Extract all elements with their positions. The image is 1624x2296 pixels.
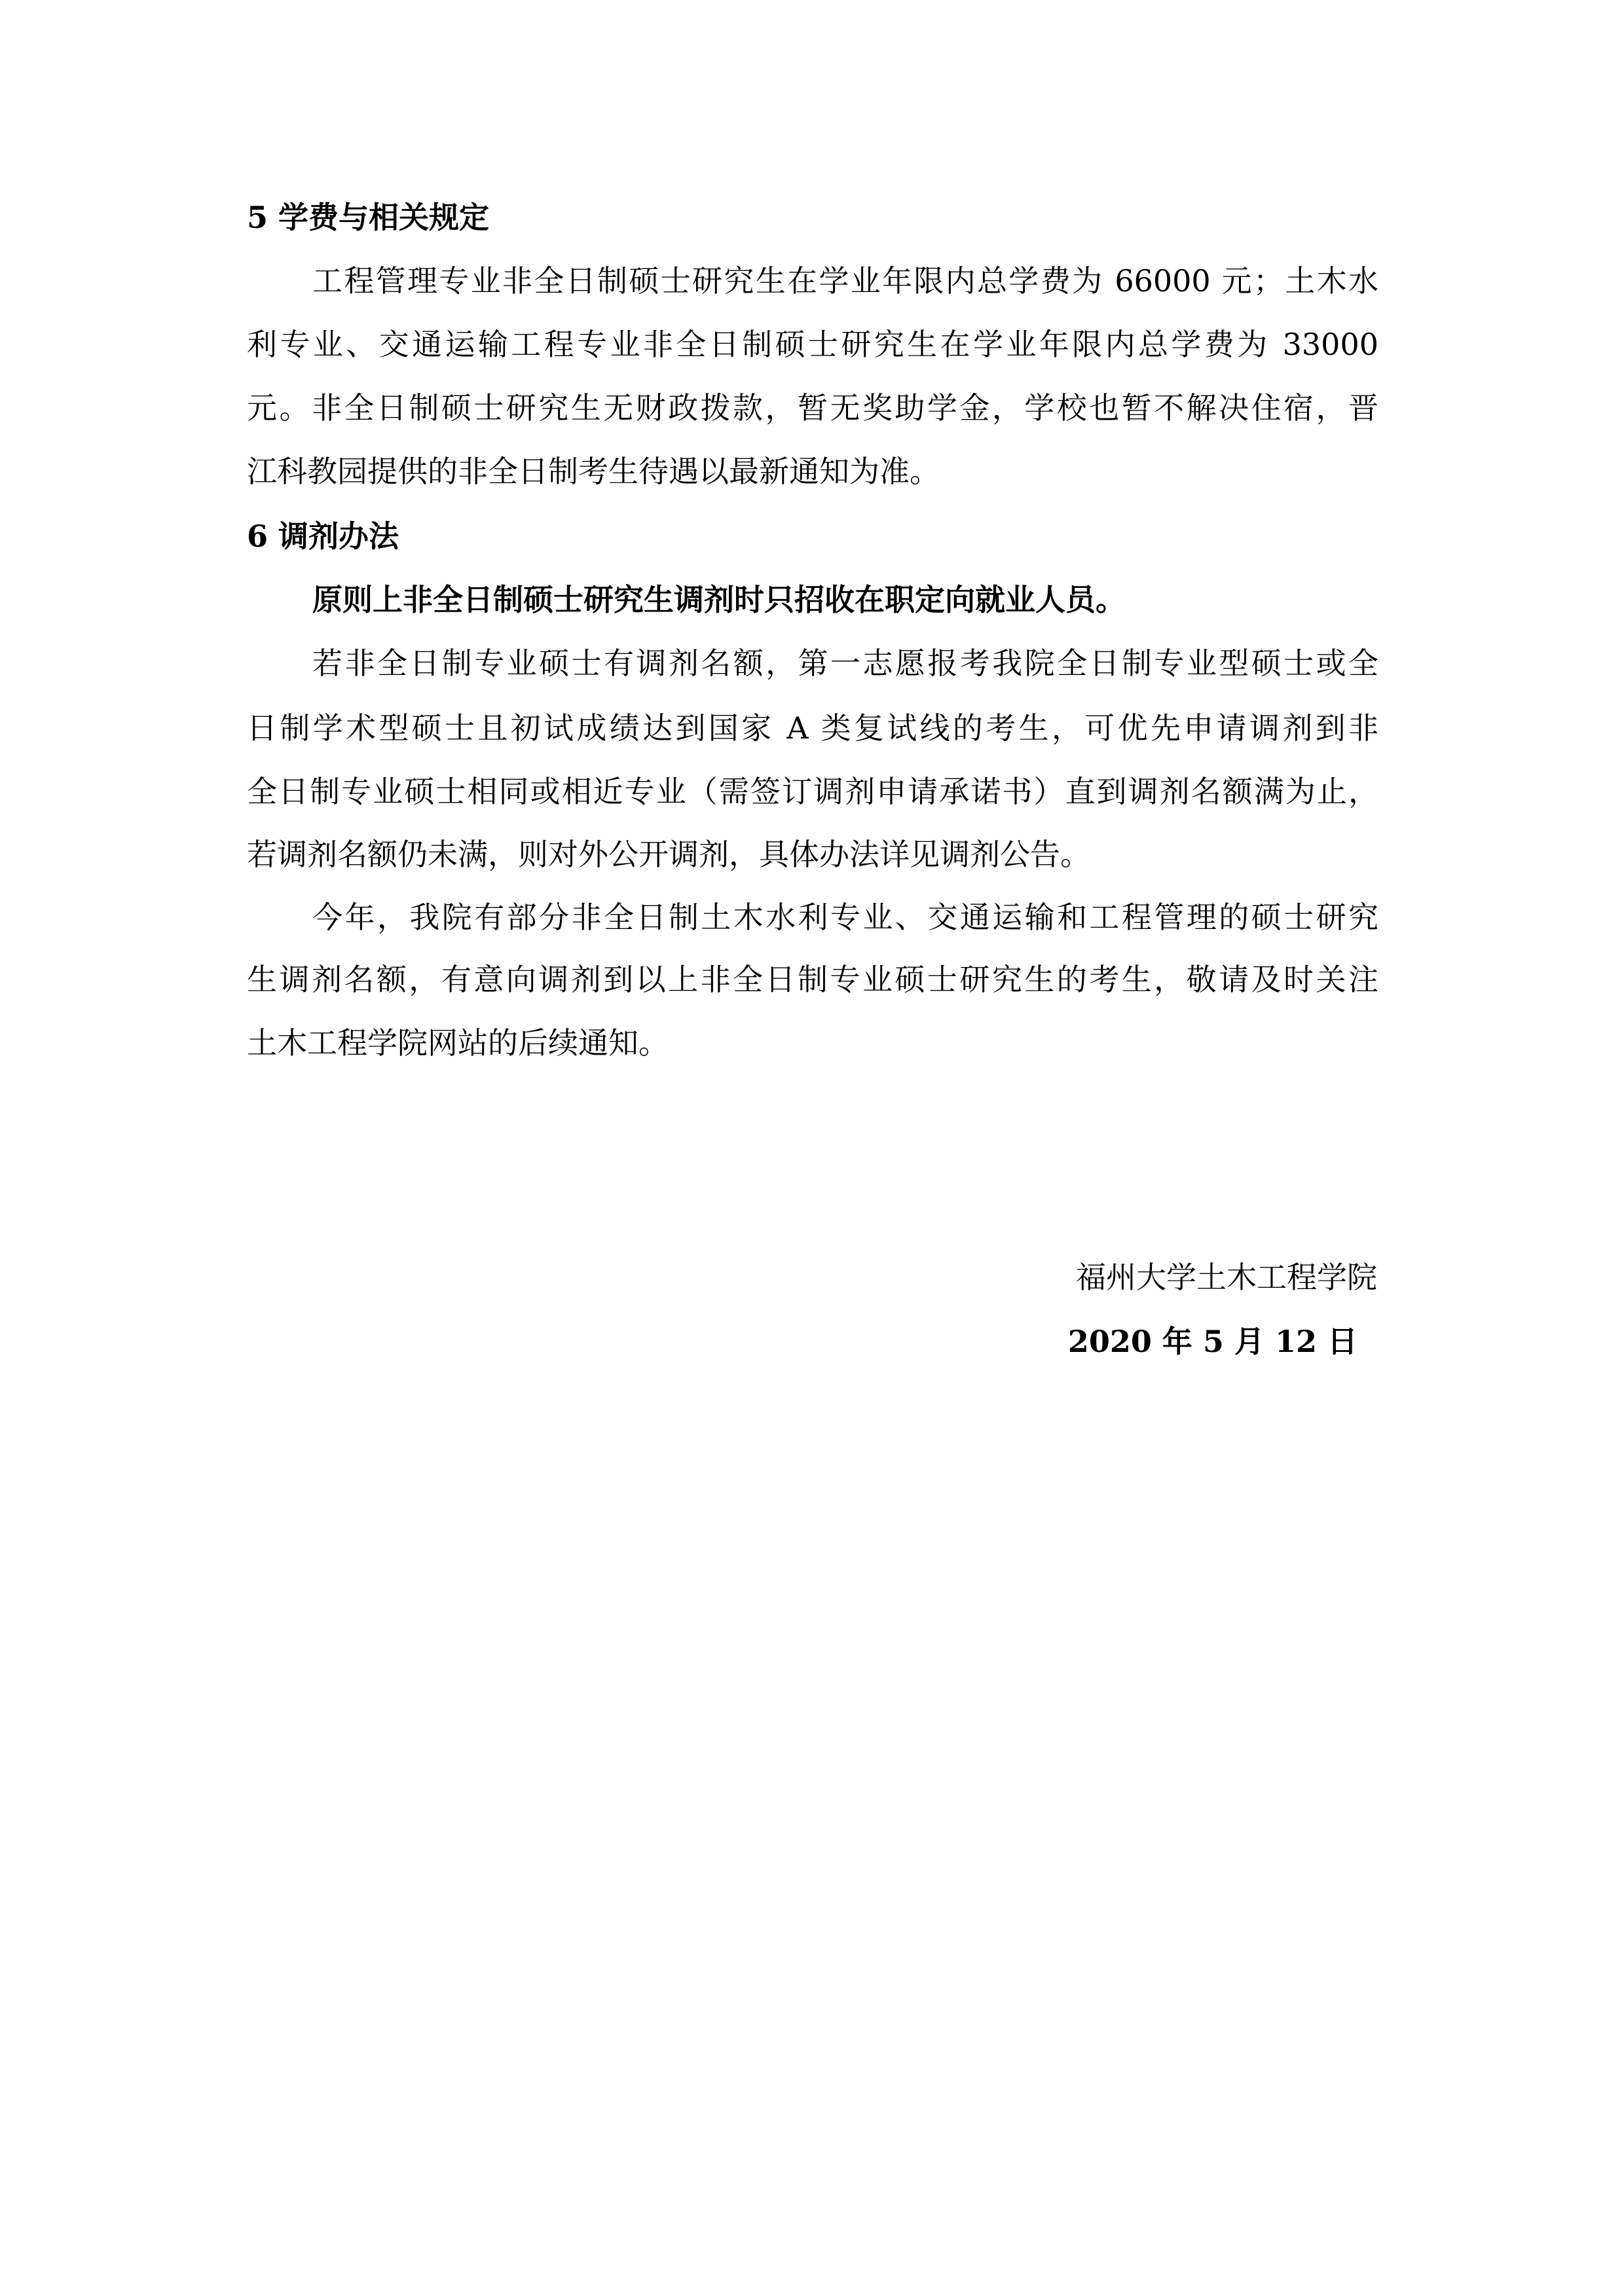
section-6-heading: 6 调剂办法 (247, 519, 399, 554)
section-6-paragraph-3-line-3: 土木工程学院网站的后续通知。 (247, 1025, 669, 1061)
section-6-paragraph-3-line-1: 今年，我院有部分非全日制土木水利专业、交通运输和工程管理的硕士研究 (312, 900, 1378, 935)
section-6-paragraph-2-line-2: 日制学术型硕士且初试成绩达到国家 A 类复试线的考生，可优先申请调剂到非 (247, 710, 1378, 746)
signature-date: 2020 年 5 月 12 日 (1067, 1324, 1357, 1359)
section-6-paragraph-3-line-2: 生调剂名额，有意向调剂到以上非全日制专业硕士研究生的考生，敬请及时关注 (247, 962, 1378, 997)
section-5-paragraph-1-line-4: 江科教园提供的非全日制考生待遇以最新通知为准。 (247, 454, 940, 489)
section-6-paragraph-2-line-1: 若非全日制专业硕士有调剂名额，第一志愿报考我院全日制专业型硕士或全 (312, 646, 1378, 681)
section-5-paragraph-1-line-3: 元。非全日制硕士研究生无财政拨款，暂无奖助学金，学校也暂不解决住宿，晋 (247, 390, 1378, 426)
section-5-heading: 5 学费与相关规定 (247, 200, 490, 235)
section-6-paragraph-1-line-1: 原则上非全日制硕士研究生调剂时只招收在职定向就业人员。 (312, 582, 1126, 617)
section-6-paragraph-2-line-3: 全日制专业硕士相同或相近专业（需签订调剂申请承诺书）直到调剂名额满为止， (247, 774, 1378, 809)
signature-organization: 福州大学土木工程学院 (1076, 1260, 1377, 1295)
section-5-paragraph-1-line-1: 工程管理专业非全日制硕士研究生在学业年限内总学费为 66000 元；土木水 (312, 263, 1378, 299)
section-6-paragraph-2-line-4: 若调剂名额仍未满，则对外公开调剂，具体办法详见调剂公告。 (247, 837, 1090, 872)
section-5-paragraph-1-line-2: 利专业、交通运输工程专业非全日制硕士研究生在学业年限内总学费为 33000 (247, 327, 1378, 362)
